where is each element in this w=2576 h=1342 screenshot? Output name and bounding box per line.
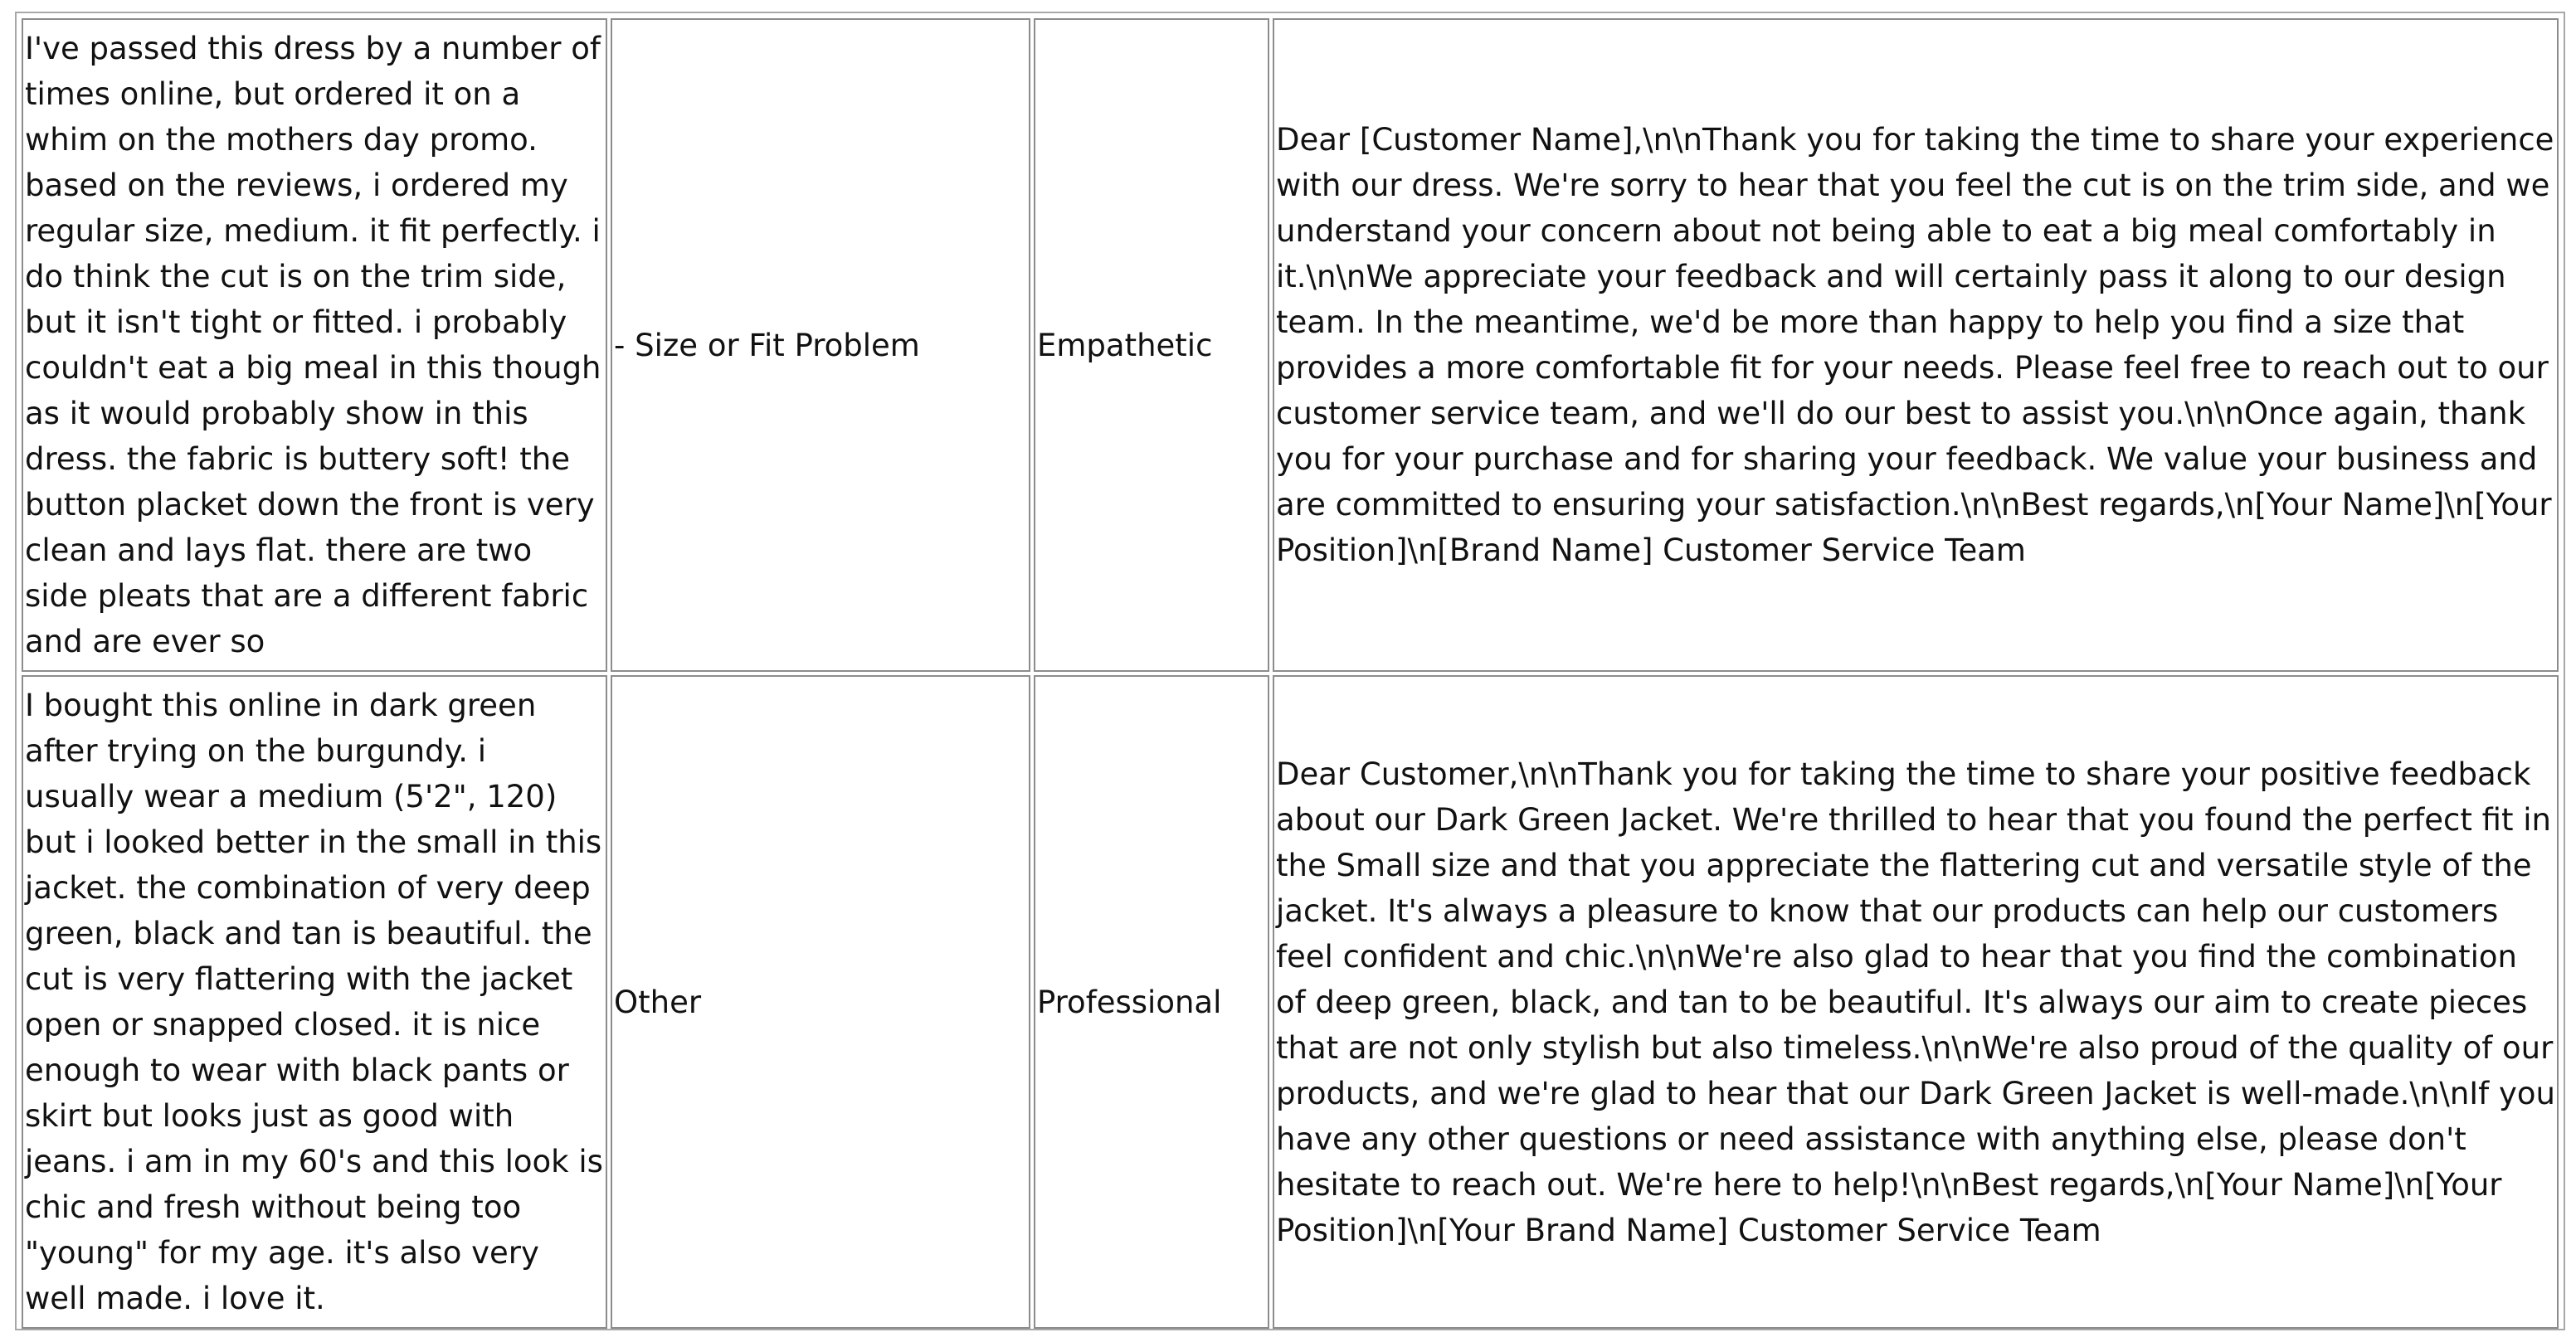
tone-label: Empathetic — [1037, 327, 1213, 363]
category-cell — [611, 18, 1030, 672]
response-text: Dear [Customer Name],\n\nThank you for taking the time to share your experience with our dress. We're sorry to hear that you feel the cut is on the trim side, and we understand your concern about not being able to eat a big meal comfortably in it.\n\nWe appreciate your feedback and will certainly pass it along to our design team. In the meantime, we'd be more than happy to help you find a size that provides a more comfortable fit for your needs. Please feel free to reach out to our customer service team, and we'll do our best to assist you.\n\nOnce again, thank you for your purchase and for sharing your feedback. We value your business and are committed to ensuring your satisfaction.\n\nBest regards,\n[Your Name]\n[Your Position]\n[Brand Name] Customer Service Team — [1276, 122, 2554, 568]
review-text-cell — [22, 675, 607, 1329]
table-row — [22, 675, 2559, 1329]
category-label: Other — [614, 984, 702, 1020]
category-cell — [611, 675, 1030, 1329]
review-text-cell — [22, 18, 607, 672]
response-cell — [1273, 18, 2559, 672]
reviews-table — [18, 15, 2562, 1332]
tone-cell — [1034, 675, 1269, 1329]
response-cell — [1273, 675, 2559, 1329]
table-row — [22, 18, 2559, 672]
response-text: Dear Customer,\n\nThank you for taking the time to share your positive feedback about our Dark Green Jacket. We're thrilled to hear that you found the perfect fit in the Small size and that you appreciate the flattering cut and versatile style of the jacket. It's always a pleasure to know that our products can help our customers feel confident and chic.\n\nWe're also glad to hear that you find the combination of deep green, black, and tan to be beautiful. It's always our aim to create pieces that are not only stylish but also timeless.\n\nWe're also proud of the quality of our products, and we're glad to hear that our Dark Green Jacket is well-made.\n\nIf you have any other questions or need assistance with anything else, please don't hesitate to reach out. We're here to help!\n\nBest regards,\n[Your Name]\n[Your Position]\n[Your Brand Name] Customer Service Team — [1276, 756, 2555, 1248]
review-text: I bought this online in dark green after trying on the burgundy. i usually wear a medium (5'2", 120) but i looked better in the small in this jacket. the combination of very deep green, black and tan is beautiful. the cut is very flattering with the jacket open or snapped closed. it is nice enough to wear with black pants or skirt but looks just as good with jeans. i am in my 60's and this look is chic and fresh without being too "young" for my age. it's also very well made. i love it. — [25, 688, 603, 1316]
tone-cell — [1034, 18, 1269, 672]
tone-label: Professional — [1037, 984, 1222, 1020]
review-text: I've passed this dress by a number of times online, but ordered it on a whim on the mothers day promo. based on the reviews, i ordered my regular size, medium. it fit perfectly. i do think the cut is on the trim side, but it isn't tight or fitted. i probably couldn't eat a big meal in this though as it would probably show in this dress. the fabric is buttery soft! the button placket down the front is very clean and lays flat. there are two side pleats that are a different fabric and are ever so — [25, 31, 601, 659]
category-label: - Size or Fit Problem — [614, 327, 920, 363]
